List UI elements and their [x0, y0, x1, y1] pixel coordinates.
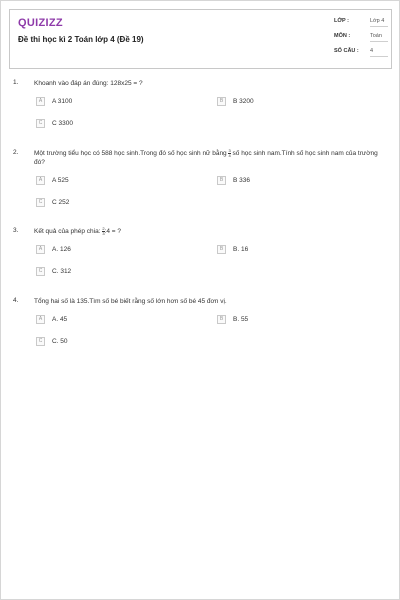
- option-text: A 3100: [52, 97, 73, 105]
- worksheet-title: Đề thi học kì 2 Toán lớp 4 (Đề 19): [18, 35, 144, 44]
- option-letter-box[interactable]: A: [36, 97, 45, 106]
- option-letter-box[interactable]: C: [36, 267, 45, 276]
- question-number: 4.: [13, 297, 19, 304]
- answer-options: [36, 244, 388, 289]
- answer-option-a[interactable]: [36, 244, 71, 254]
- question-text: Một trường tiểu học có 588 học sinh.Trong đó số học sinh nữ bằng $\frac{3}{4}$ số học sinh nam.Tính số học sinh nam của trường đó?: [34, 148, 378, 167]
- meta-label-count: SỐ CÂU :: [334, 48, 359, 54]
- question-number: 1.: [13, 79, 19, 86]
- meta-info: [334, 15, 389, 60]
- question-text: Tổng hai số là 135.Tìm số bé biết rằng số lớn hơn số bé 45 đơn vị.: [34, 298, 227, 305]
- meta-label-grade: LỚP :: [334, 18, 349, 24]
- option-text: C. 312: [52, 267, 72, 275]
- option-letter-box[interactable]: B: [217, 245, 226, 254]
- answer-option-b[interactable]: [217, 244, 248, 254]
- question-text: Kết quả của phép chia: $\frac{2}{3}$ :4 = ?: [34, 226, 121, 236]
- answer-option-b[interactable]: [217, 175, 250, 185]
- option-letter-box[interactable]: B: [217, 176, 226, 185]
- answer-option-b[interactable]: [217, 96, 254, 106]
- option-letter-box[interactable]: B: [217, 97, 226, 106]
- option-letter-box[interactable]: C: [36, 198, 45, 207]
- meta-label-subject: MÔN :: [334, 33, 351, 39]
- meta-row-grade: [334, 15, 389, 30]
- answer-option-a[interactable]: [36, 314, 67, 324]
- answer-options: [36, 314, 388, 359]
- option-text: C 3300: [52, 119, 73, 127]
- answer-option-b[interactable]: [217, 314, 248, 324]
- meta-value-grade: Lớp 4: [370, 18, 388, 27]
- option-text: C 252: [52, 198, 70, 206]
- fraction: $\frac{2}{3}$: [102, 226, 105, 236]
- answer-option-c[interactable]: [36, 118, 73, 128]
- option-letter-box[interactable]: B: [217, 315, 226, 324]
- answer-option-a[interactable]: [36, 96, 72, 106]
- meta-value-count: 4: [370, 48, 388, 57]
- option-text: B 3200: [233, 97, 254, 105]
- answer-option-a[interactable]: [36, 175, 69, 185]
- option-fraction: 126: [59, 245, 71, 253]
- answer-options: [36, 96, 388, 141]
- question-number: 3.: [13, 227, 19, 234]
- option-fraction: 312: [60, 267, 72, 275]
- meta-row-subject: [334, 30, 389, 45]
- option-letter-box[interactable]: C: [36, 337, 45, 346]
- answer-option-c[interactable]: [36, 266, 71, 276]
- option-text: B. 16: [233, 245, 249, 253]
- answer-option-c[interactable]: [36, 336, 68, 346]
- meta-row-count: [334, 45, 389, 60]
- question-text: Khoanh vào đáp án đúng: 128x25 = ?: [34, 80, 143, 87]
- fraction: $\frac{3}{4}$: [228, 148, 231, 158]
- quizizz-logo: QUIZIZZ: [18, 17, 63, 29]
- option-text: A. 126: [52, 245, 71, 253]
- option-text: A. 45: [52, 315, 68, 323]
- worksheet-header: [9, 9, 392, 69]
- answer-option-c[interactable]: [36, 197, 69, 207]
- question-number: 2.: [13, 149, 19, 156]
- option-letter-box[interactable]: C: [36, 119, 45, 128]
- meta-value-subject: Toán: [370, 33, 388, 42]
- option-text: B. 55: [233, 315, 249, 323]
- answer-options: [36, 175, 388, 220]
- option-fraction: 16: [240, 245, 249, 253]
- question-1: [13, 79, 388, 141]
- option-text: C. 50: [52, 337, 68, 345]
- question-4: [13, 297, 388, 359]
- question-2: [13, 149, 388, 220]
- option-letter-box[interactable]: A: [36, 245, 45, 254]
- option-letter-box[interactable]: A: [36, 315, 45, 324]
- question-3: [13, 227, 388, 289]
- option-text: B 336: [233, 176, 250, 184]
- option-letter-box[interactable]: A: [36, 176, 45, 185]
- option-text: A 525: [52, 176, 69, 184]
